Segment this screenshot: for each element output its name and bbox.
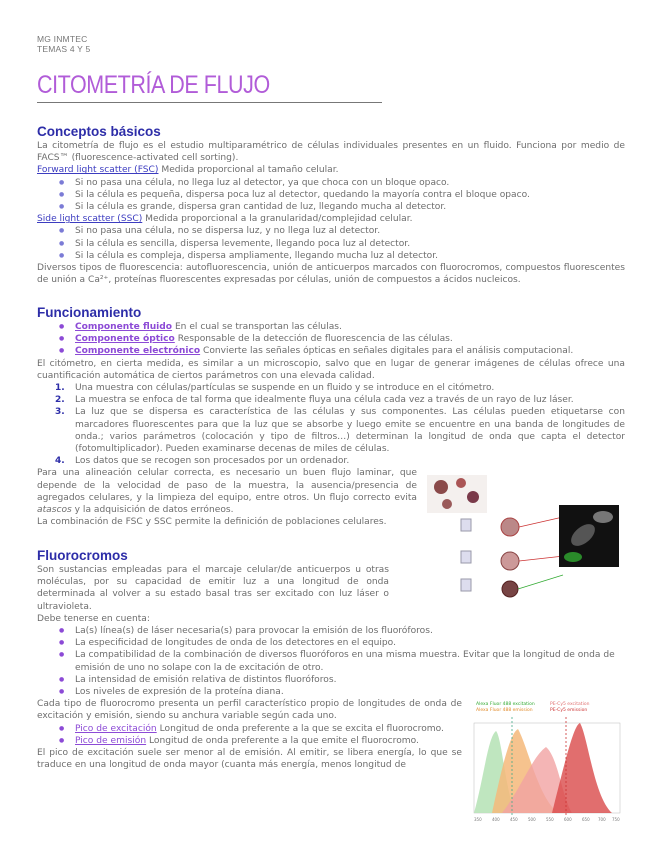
sample-box (461, 519, 471, 531)
list-item: ● Pico de emisión Longitud de onda preferente a la que emite el fluorocromo. (37, 735, 462, 747)
pointer-line (519, 517, 563, 527)
step-item: 1. Una muestra con células/partículas se suspende en un fluido y se introduce en el citómetro. (55, 383, 495, 394)
axis-tick: 650 (582, 817, 590, 822)
axis-tick: 400 (492, 817, 500, 822)
debe-label: Debe tenerse en cuenta: (37, 613, 150, 624)
final-paragraph: El pico de excitación suele ser menor al de emisión. Al emitir, se libera energía, lo que se traduce en una longitud de onda mayor (cuanta más energía, menos longitud de (37, 748, 462, 771)
list-item: ● Si la célula es pequeña, dispersa poca luz al detector, quedando la mayoría contra el bloque opaco. (37, 189, 625, 201)
step-item: 4. Los datos que se recogen son procesados por un ordenador. (55, 456, 350, 467)
list-item: ● Si no pasa una célula, no llega luz al detector, ya que choca con un bloque opaco. (37, 177, 625, 189)
page-title: CITOMETRÍA DE FLUJO (37, 71, 270, 99)
fluorocromos-intro: Son sustancias empleadas para el marcaje celular/de anticuerpos u otras moléculas, por su capacidad de emitir luz a una longitud de onda determinada al volver a su estado basal tras ser excitado con luz láser o ultravioleta. (37, 565, 389, 612)
legend-label: PE-Cy5 emission (550, 708, 588, 713)
list-item: ● La compatibilidad de la combinación de diversos fluoróforos en una misma muestra. Evitar que la longitud de onda de emisión de uno no solape con la de excitación de otro. (37, 649, 625, 673)
list-item: ● La especificidad de longitudes de onda de los detectores en el equipo. (37, 637, 625, 649)
legend-label: Alexa Fluor 488 emission (476, 708, 533, 713)
conceptos-intro: La citometría de flujo es el estudio multiparamétrico de células individuales presentes en un fluido. Funciona por medio de FACS™ (fluorescence-activated cell sorting). (37, 141, 625, 164)
cell-icon (434, 480, 448, 494)
list-item: ● Si la célula es grande, dispersa gran cantidad de luz, llegando mucha al detector. (37, 201, 625, 213)
ssc-list (37, 225, 625, 262)
topics-label: TEMAS 4 Y 5 (37, 44, 91, 54)
cell-icon (467, 491, 479, 503)
ssc-link[interactable]: Side light scatter (SSC) (37, 214, 143, 225)
axis-tick: 350 (474, 817, 482, 822)
list-item: ● La(s) línea(s) de láser necesaria(s) para provocar la emisión de los fluoróforos. (37, 625, 625, 637)
cell-icon (456, 478, 466, 488)
perfil-paragraph: Cada tipo de fluorocromo presenta un perfil característico propio de longitudes de onda de excitación y emisión, siendo su anchura variable según cada uno. (37, 699, 462, 722)
axis-tick: 450 (510, 817, 518, 822)
fsc-line: Forward light scatter (FSC) Medida proporcional al tamaño celular. (37, 165, 339, 176)
component-fluido-link[interactable]: Componente fluido (75, 322, 173, 332)
heading-funcionamiento: Funcionamiento (37, 305, 142, 320)
component-item: ● Componente electrónico Convierte las señales ópticas en señales digitales para el análisis computacional. (37, 345, 625, 357)
sample-box (461, 551, 471, 563)
step-item: 3. La luz que se dispersa es característica de las células y sus componentes. Las células pueden etiquetarse con marcadores fluorescentes para que la luz que se absorbe y luego emite se encuentre en una banda de longitudes de onda.; varios parámetros (colocación y tipo de filtros…) determinan la longitud de onda que capta el detector (fotomultiplicador). Pueden examinarse decenas de miles de células. (55, 407, 625, 455)
axis-tick: 500 (528, 817, 536, 822)
scatter-illustration (423, 475, 623, 605)
picos-list (37, 723, 462, 747)
fsc-link[interactable]: Forward light scatter (FSC) (37, 165, 159, 176)
axis-tick: 750 (612, 817, 620, 822)
legend-label: Alexa Fluor 488 excitation (476, 702, 535, 707)
pico-excitacion-link[interactable]: Pico de excitación (75, 723, 157, 734)
lymphocyte-icon (502, 581, 518, 597)
component-item: ● Componente fluido En el cual se transportan las células. (37, 321, 625, 333)
legend-label: PE-Cy5 excitation (550, 702, 590, 707)
considerations-list (37, 625, 625, 698)
steps-list (37, 382, 625, 467)
ssc-line: Side light scatter (SSC) Medida proporcional a la granularidad/complejidad celular. (37, 214, 413, 225)
fluorescence-types: Diversos tipos de fluorescencia: autofluorescencia, unión de anticuerpos marcados con fluorocromos, compuestos fluorescentes de unión a Ca²⁺, proteínas fluorescentes expresadas por células, unión de compuestos a ácidos nucleicos. (37, 263, 625, 286)
pointer-line (518, 575, 563, 589)
components-list (37, 321, 625, 358)
heading-conceptos: Conceptos básicos (37, 124, 161, 139)
component-electronico-link[interactable]: Componente electrónico (75, 346, 201, 357)
fsc-list (37, 177, 625, 214)
step-item: 2. La muestra se enfoca de tal forma que idealmente fluya una célula cada vez a través de un rayo de luz láser. (55, 395, 574, 406)
monocyte-icon (501, 552, 519, 570)
component-item: ● Componente óptico Responsable de la detección de fluorescencia de las células. (37, 333, 625, 345)
funcionamiento-intro: El citómetro, en cierta medida, es similar a un microscopio, salvo que en lugar de generar imágenes de células ofrece una cuantificación automática de ciertos parámetros con una elevada calidad. (37, 358, 625, 381)
list-item: ● Si no pasa una célula, no se dispersa luz, y no llega luz al detector. (37, 225, 625, 237)
list-item: ● La intensidad de emisión relativa de distintos fluoróforos. (37, 674, 625, 686)
component-optico-link[interactable]: Componente óptico (75, 334, 175, 345)
axis-tick: 600 (564, 817, 572, 822)
spectrum-figure (462, 697, 622, 827)
list-item: ● Los niveles de expresión de la proteína diana. (37, 686, 625, 698)
list-item: ● Si la célula es sencilla, dispersa levemente, llegando poca luz al detector. (37, 238, 625, 250)
granulocyte-icon (501, 518, 519, 536)
section-conceptos (37, 124, 625, 286)
cell-icon (442, 499, 452, 509)
axis-tick: 550 (546, 817, 554, 822)
list-item: ● Pico de excitación Longitud de onda preferente a la que se excita el fluorocromo. (37, 723, 462, 735)
pico-emision-link[interactable]: Pico de emisión (75, 735, 147, 746)
heading-fluorocromos: Fluorocromos (37, 548, 128, 563)
axis-tick: 700 (598, 817, 606, 822)
list-item: ● Si la célula es compleja, dispersa ampliamente, llegando mucha luz al detector. (37, 250, 625, 262)
population-cluster (564, 552, 582, 562)
alineacion-paragraph: Para una alineación celular correcta, es necesario un buen flujo laminar, que depende de la velocidad de paso de la muestra, la ausencia/presencia de agregados celulares, y la limpieza del equipo, entre otros. Un flujo correcto evita atascos y la adquisición de datos erróneos. (37, 468, 417, 516)
population-cluster (593, 511, 613, 523)
title-divider (37, 102, 382, 103)
combinacion-paragraph: La combinación de FSC y SSC permite la definición de poblaciones celulares. (37, 517, 387, 528)
course-code: MG INMTEC (37, 34, 88, 44)
sample-box (461, 579, 471, 591)
